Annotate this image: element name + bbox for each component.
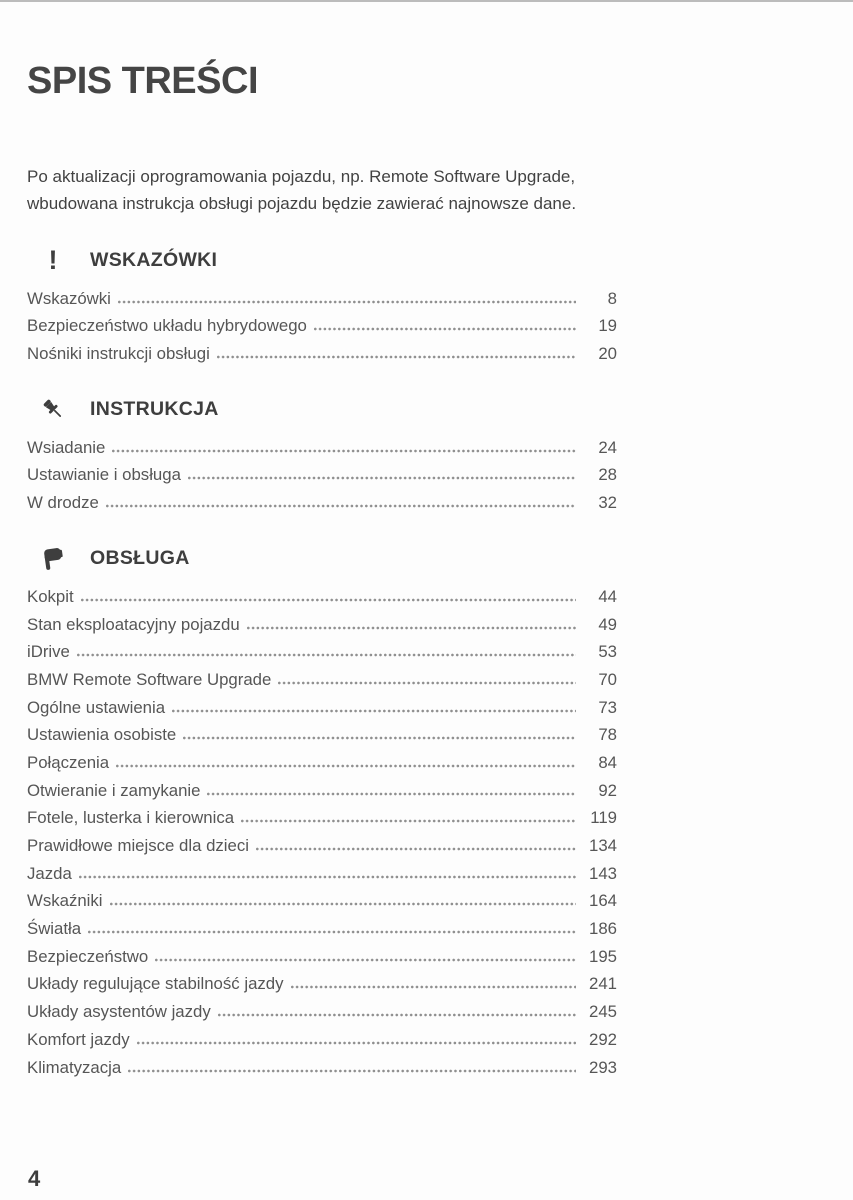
- page-number: 4: [28, 1166, 41, 1191]
- toc-entry-list: [27, 581, 617, 1079]
- toc-entry-label: Otwieranie i zamykanie: [27, 780, 201, 800]
- toc-entry[interactable]: [27, 969, 617, 997]
- toc-entry[interactable]: [27, 1052, 617, 1080]
- toc-entry[interactable]: [27, 1024, 617, 1052]
- toc-entry-list: [27, 283, 617, 366]
- toc-entry-label: Światła: [27, 919, 82, 939]
- hand-down-icon: [39, 545, 67, 572]
- toc-entry-page: 44: [598, 586, 617, 606]
- toc-entry[interactable]: [27, 283, 617, 311]
- toc-entry-label: BMW Remote Software Upgrade: [27, 669, 272, 689]
- toc-section: [27, 244, 617, 366]
- toc-section: [27, 542, 617, 1079]
- dotted-leader: [172, 709, 576, 713]
- toc-entry-label: Stan eksploatacyjny pojazdu: [27, 614, 240, 634]
- toc-entry-label: Ustawienia osobiste: [27, 725, 177, 745]
- toc-entry-page: 73: [598, 697, 617, 717]
- toc-entry-label: Prawidłowe miejsce dla dzieci: [27, 836, 249, 855]
- toc-entry-list: [27, 432, 617, 515]
- toc-entry-page: 24: [598, 437, 617, 457]
- dotted-leader: [128, 1069, 576, 1073]
- dotted-leader: [110, 902, 576, 906]
- toc-entry[interactable]: [27, 487, 617, 515]
- toc-entry[interactable]: [27, 720, 617, 748]
- toc-entry-page: 20: [598, 344, 617, 364]
- dotted-leader: [278, 681, 576, 685]
- dotted-leader: [77, 653, 576, 657]
- toc-entry-label: Wskazówki: [27, 288, 111, 308]
- dotted-leader: [183, 736, 576, 740]
- toc-entry-label: Jazda: [27, 863, 72, 883]
- toc-entry-label: Nośniki instrukcji obsługi: [27, 344, 210, 364]
- toc-entry-page: 164: [589, 891, 617, 911]
- dotted-leader: [88, 930, 576, 934]
- toc-entry-page: 70: [598, 669, 617, 689]
- toc-entry-page: 8: [607, 288, 617, 308]
- toc-entry[interactable]: [27, 913, 617, 941]
- toc-entry[interactable]: [27, 747, 617, 775]
- toc-entry[interactable]: [27, 338, 617, 366]
- dotted-leader: [155, 958, 576, 962]
- toc-entry-label: Wsiadanie: [27, 437, 106, 457]
- toc-entry-page: 195: [589, 946, 617, 966]
- toc-entry-label: Połączenia: [27, 752, 110, 772]
- toc-section: [27, 393, 617, 515]
- toc-entry-page: 53: [598, 642, 617, 662]
- toc-entry-page: 28: [598, 465, 617, 485]
- toc-entry-page: 245: [589, 1002, 617, 1022]
- toc-entry-page: 293: [589, 1057, 617, 1077]
- toc-entry-label: Wskaźniki: [27, 891, 103, 911]
- intro-text: Po aktualizacji oprogramowania pojazdu, np. Remote Software Upgrade, wbudowana instrukcja obsługi pojazdu będzie zawierać najnowsze dane.: [27, 167, 577, 213]
- toc-entry-label: iDrive: [27, 642, 70, 662]
- toc-entry-page: 186: [589, 919, 617, 939]
- toc-entry[interactable]: [27, 432, 617, 460]
- dotted-leader: [217, 355, 576, 359]
- dotted-leader: [207, 792, 576, 796]
- toc-section-title: OBSŁUGA: [90, 546, 190, 569]
- toc-section-title: WSKAZÓWKI: [90, 248, 218, 271]
- toc-entry-page: 32: [598, 493, 617, 513]
- toc-entry-label: Bezpieczeństwo układu hybrydowego: [27, 316, 307, 336]
- toc-entry-page: 143: [589, 863, 617, 883]
- toc-entry[interactable]: [27, 664, 617, 692]
- dotted-leader: [188, 476, 576, 480]
- toc-section-header: [27, 542, 617, 574]
- exclamation-icon: !: [48, 244, 58, 275]
- dotted-leader: [116, 764, 576, 768]
- page-title: SPIS TREŚCI: [27, 60, 258, 102]
- dotted-leader: [241, 819, 576, 823]
- toc-entry[interactable]: [27, 886, 617, 914]
- toc-entry-label: Fotele, lusterka i kierownica: [27, 808, 235, 828]
- toc-entry-label: Ustawianie i obsługa: [27, 465, 181, 485]
- dotted-leader: [106, 504, 576, 508]
- toc-section-header: [27, 244, 617, 276]
- toc-entry-page: 49: [598, 614, 617, 634]
- dotted-leader: [118, 300, 576, 304]
- page-top-rule: [0, 0, 853, 2]
- toc-entry-label: Bezpieczeństwo: [27, 946, 149, 966]
- toc-entry-page: 92: [598, 780, 617, 800]
- toc-section-title: INSTRUKCJA: [90, 397, 219, 420]
- toc-entry-page: 119: [590, 808, 617, 828]
- dotted-leader: [137, 1041, 576, 1045]
- pushpin-icon: [39, 396, 67, 423]
- dotted-leader: [79, 875, 576, 879]
- toc-section-header: [27, 393, 617, 425]
- toc-sections: [27, 244, 617, 1080]
- toc-entry-label: Klimatyzacja: [27, 1057, 122, 1077]
- toc-entry-page: 292: [589, 1029, 617, 1049]
- dotted-leader: [247, 626, 576, 630]
- toc-entry-label: Układy regulujące stabilność jazdy: [27, 974, 284, 994]
- toc-entry[interactable]: [27, 830, 617, 858]
- dotted-leader: [218, 1013, 576, 1017]
- dotted-leader: [314, 327, 576, 331]
- toc-entry[interactable]: [27, 311, 617, 339]
- toc-entry-label: Kokpit: [27, 586, 74, 606]
- dotted-leader: [81, 598, 576, 602]
- toc-entry-label: Ogólne ustawienia: [27, 697, 166, 717]
- toc-entry-page: 78: [598, 725, 617, 745]
- toc-entry-label: Układy asystentów jazdy: [27, 1002, 211, 1022]
- toc-entry[interactable]: [27, 775, 617, 803]
- dotted-leader: [256, 847, 576, 851]
- toc-entry-page: 241: [589, 974, 617, 994]
- dotted-leader: [112, 449, 576, 453]
- toc-entry[interactable]: [27, 581, 617, 609]
- toc-entry-page: 84: [598, 752, 617, 772]
- toc-entry[interactable]: [27, 941, 617, 969]
- toc-entry[interactable]: [27, 637, 617, 665]
- dotted-leader: [291, 985, 576, 989]
- toc-entry[interactable]: [27, 692, 617, 720]
- toc-entry[interactable]: [27, 609, 617, 637]
- toc-entry-label: Komfort jazdy: [27, 1029, 130, 1049]
- toc-entry[interactable]: [27, 996, 617, 1024]
- toc-entry[interactable]: [27, 858, 617, 886]
- toc-entry-label: W drodze: [27, 493, 99, 513]
- toc-entry[interactable]: [27, 460, 617, 488]
- toc-entry-page: 134: [589, 836, 617, 855]
- toc-entry[interactable]: [27, 803, 617, 831]
- toc-entry-page: 19: [598, 316, 617, 336]
